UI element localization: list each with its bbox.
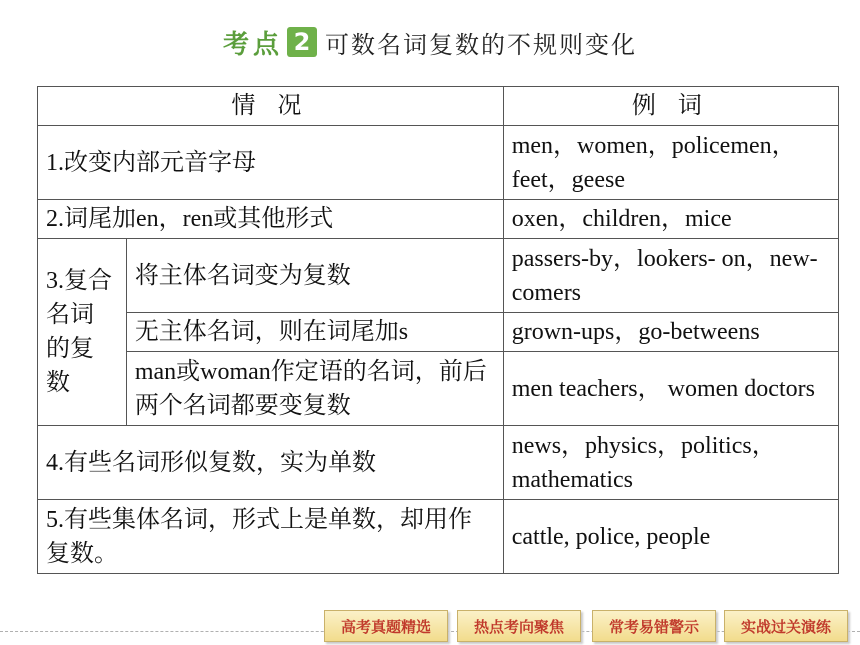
examples-cell: oxen，children，mice (503, 200, 838, 239)
examples-cell: cattle, police, people (503, 500, 838, 574)
nav-button-exam-questions[interactable]: 高考真题精选 (324, 610, 448, 642)
situation-cell: 4.有些名词形似复数，实为单数 (38, 426, 504, 500)
table-row (38, 500, 839, 574)
examples-cell: news，physics，politics，mathematics (503, 426, 838, 500)
table-header-row (38, 87, 839, 126)
examples-cell: passers-by，lookers- on，new-comers (503, 239, 838, 313)
situation-cell: 无主体名词，则在词尾加s (126, 313, 503, 352)
page-title (0, 22, 860, 62)
table-row (38, 200, 839, 239)
compound-noun-group-label: 3.复合名词的复数 (38, 239, 127, 426)
nav-button-hot-topics[interactable]: 热点考向聚焦 (457, 610, 581, 642)
plural-rules-table (37, 86, 839, 574)
table-row (38, 426, 839, 500)
header-situation: 情 况 (38, 87, 504, 126)
table-row (38, 313, 839, 352)
situation-cell: man或woman作定语的名词，前后两个名词都要变复数 (126, 352, 503, 426)
examples-cell: grown-ups，go-betweens (503, 313, 838, 352)
situation-cell: 5.有些集体名词，形式上是单数，却用作复数。 (38, 500, 504, 574)
kaodian-label: 考点 (222, 29, 283, 60)
nav-button-common-errors[interactable]: 常考易错警示 (592, 610, 716, 642)
header-examples: 例 词 (503, 87, 838, 126)
situation-cell: 1.改变内部元音字母 (38, 126, 504, 200)
table-row (38, 126, 839, 200)
examples-cell: men，women，policemen，feet，geese (503, 126, 838, 200)
table-row (38, 352, 839, 426)
kaodian-number-badge: 2 (287, 27, 317, 57)
title-text: 可数名词复数的不规则变化 (325, 30, 637, 59)
examples-cell: men teachers， women doctors (503, 352, 838, 426)
situation-cell: 2.词尾加en，ren或其他形式 (38, 200, 504, 239)
table-row (38, 239, 839, 313)
nav-button-practice[interactable]: 实战过关演练 (724, 610, 848, 642)
situation-cell: 将主体名词变为复数 (126, 239, 503, 313)
